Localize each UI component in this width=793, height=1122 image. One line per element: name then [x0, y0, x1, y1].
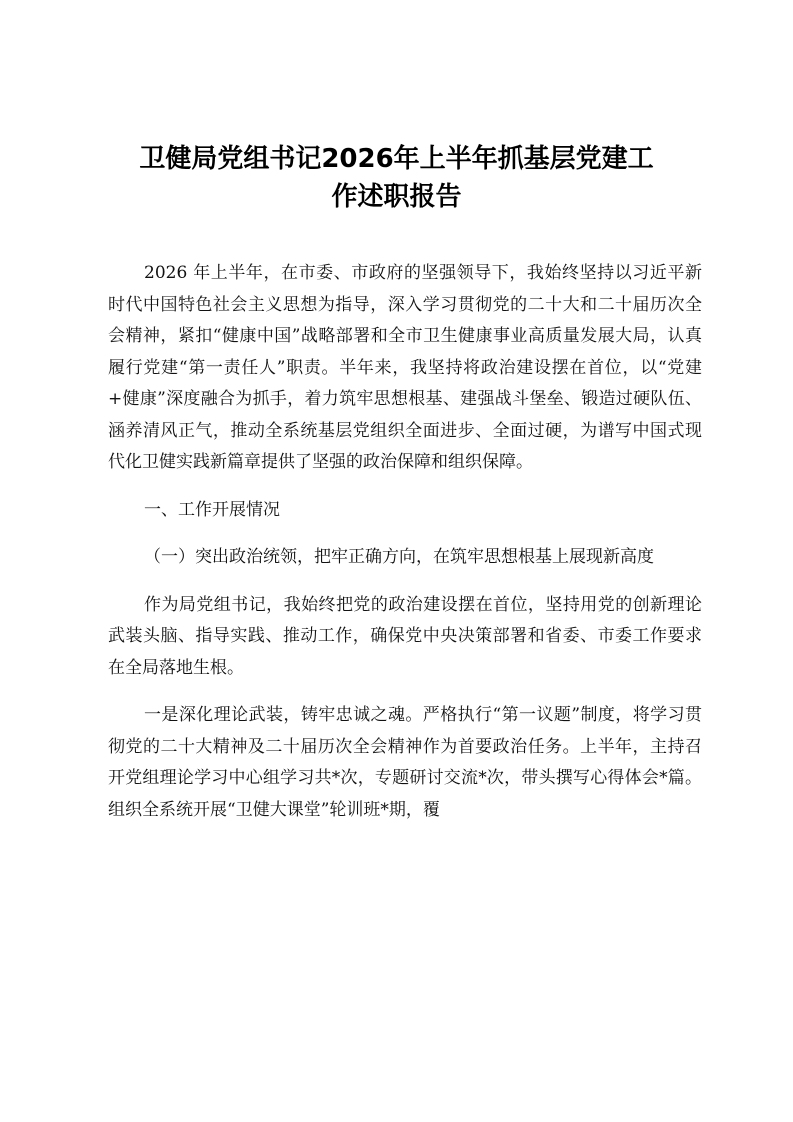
title-line-2: 作述职报告 — [331, 182, 462, 212]
title-line-1: 卫健局党组书记2026年上半年抓基层党建工 — [139, 144, 654, 174]
section-heading-1: 一、工作开展情况 — [144, 499, 280, 520]
document-title — [100, 140, 693, 216]
body-paragraph: 作为局党组书记，我始终把党的政治建设摆在首位，坚持用党的创新理论武装头脑、指导实践、推动工作，确保党中央决策部署和省委、市委工作要求在全局落地生根。 — [108, 594, 702, 678]
intro-paragraph: 2026 年上半年，在市委、市政府的坚强领导下，我始终坚持以习近平新时代中国特色社会主义思想为指导，深入学习贯彻党的二十大和二十届历次全会精神，紧扣“健康中国”战略部署和全市卫生健康事业高质量发展大局，认真履行党建“第一责任人”职责。半年来，我坚持将政治建设摆在首位，以“党建+健康”深度融合为抓手，着力筑牢思想根基、建强战斗堡垒、锻造过硬队伍、涵养清风正气，推动全系统基层党组织全面进步、全面过硬，为谱写中国式现代化卫健实践新篇章提供了坚强的政治保障和组织保障。 — [108, 263, 702, 472]
document-body — [108, 258, 702, 826]
subsection-heading-1: （一）突出政治统领，把牢正确方向，在筑牢思想根基上展现新高度 — [144, 547, 654, 567]
body-paragraph: 一是深化理论武装，铸牢忠诚之魂。严格执行“第一议题”制度，将学习贯彻党的二十大精神及二十届历次全会精神作为首要政治任务。上半年，主持召开党组理论学习中心组学习共*次，专题研讨交流*次，带头撰写心得体会*篇。组织全系统开展“卫健大课堂”轮训班*期，覆 — [108, 705, 702, 820]
